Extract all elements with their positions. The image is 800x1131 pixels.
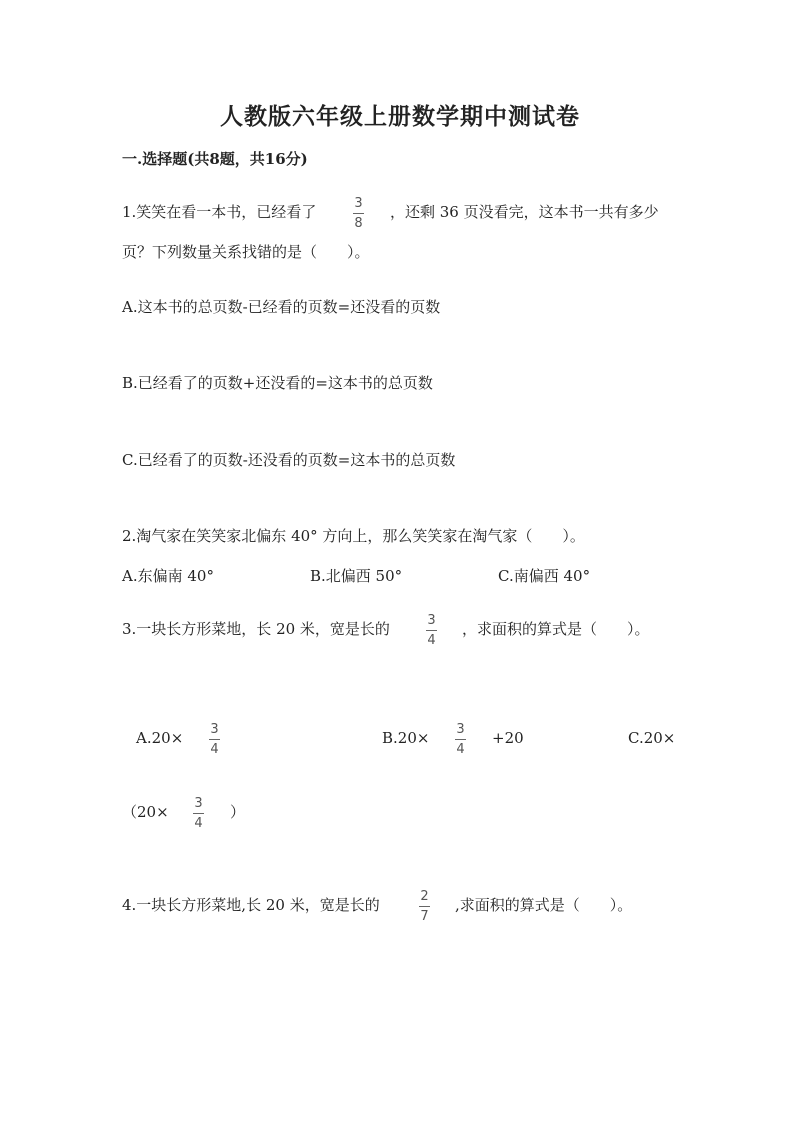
- q3-option-a-fraction: [209, 722, 220, 757]
- q4-text-part1: 4.一块长方形菜地,长 20 米，宽是长的: [122, 896, 380, 914]
- q1-option-a: A.这本书的总页数-已经看的页数=还没看的页数: [122, 298, 441, 316]
- q3-option-a-prefix: A.20×: [136, 729, 184, 747]
- q1-text-part3: 页？下列数量关系找错的是（ ）。: [122, 243, 370, 261]
- q3-fraction-denominator: 4: [427, 633, 436, 648]
- page-title: 人教版六年级上册数学期中测试卷: [220, 103, 580, 130]
- q1-text-part2: ，还剩 36 页没看完，这本书一共有多少: [390, 203, 659, 221]
- fraction-bar: [353, 213, 364, 214]
- q4-text-part2: ,求面积的算式是（ ）。: [455, 896, 633, 914]
- q3-option-c-continuation: （20×: [122, 803, 169, 821]
- fraction-bar: [209, 739, 220, 740]
- q3-option-c-prefix: C.20×: [628, 729, 676, 747]
- q3-fraction: [426, 613, 437, 648]
- fraction-bar: [419, 906, 430, 907]
- q1-fraction-denominator: 8: [354, 216, 363, 231]
- q3-option-b-prefix: B.20×: [382, 729, 430, 747]
- q1-fraction: [353, 196, 364, 231]
- q3-option-c-suffix: ）: [230, 803, 246, 821]
- q3-option-b-denominator: 4: [456, 742, 465, 757]
- fraction-bar: [426, 630, 437, 631]
- q3-text-part2: ，求面积的算式是（ ）。: [462, 620, 650, 638]
- section-heading: 一.选择题(共8题，共16分): [122, 150, 308, 168]
- fraction-bar: [455, 739, 466, 740]
- q1-text-part1: 1.笑笑在看一本书，已经看了: [122, 203, 317, 221]
- q3-option-b-fraction: [455, 722, 466, 757]
- q3-option-c-numerator: 3: [194, 796, 203, 811]
- q3-option-a-numerator: 3: [210, 722, 219, 737]
- q2-option-c: C.南偏西 40°: [498, 567, 591, 585]
- q4-fraction-numerator: 2: [420, 889, 429, 904]
- fraction-bar: [193, 813, 204, 814]
- q2-text: 2.淘气家在笑笑家北偏东 40° 方向上，那么笑笑家在淘气家（ ）。: [122, 527, 585, 545]
- q1-option-b: B.已经看了的页数+还没看的=这本书的总页数: [122, 374, 433, 392]
- q3-option-c-fraction: [193, 796, 204, 831]
- q3-text-part1: 3.一块长方形菜地，长 20 米，宽是长的: [122, 620, 390, 638]
- q1-option-c: C.已经看了的页数-还没看的页数=这本书的总页数: [122, 451, 456, 469]
- q3-option-a-denominator: 4: [210, 742, 219, 757]
- q4-fraction-denominator: 7: [420, 909, 429, 924]
- q3-fraction-numerator: 3: [427, 613, 436, 628]
- q4-fraction: [419, 889, 430, 924]
- q2-option-a: A.东偏南 40°: [122, 567, 214, 585]
- q3-option-c-denominator: 4: [194, 816, 203, 831]
- q3-option-b-suffix: +20: [492, 729, 524, 747]
- q3-option-b-numerator: 3: [456, 722, 465, 737]
- q2-option-b: B.北偏西 50°: [310, 567, 403, 585]
- q1-fraction-numerator: 3: [354, 196, 363, 211]
